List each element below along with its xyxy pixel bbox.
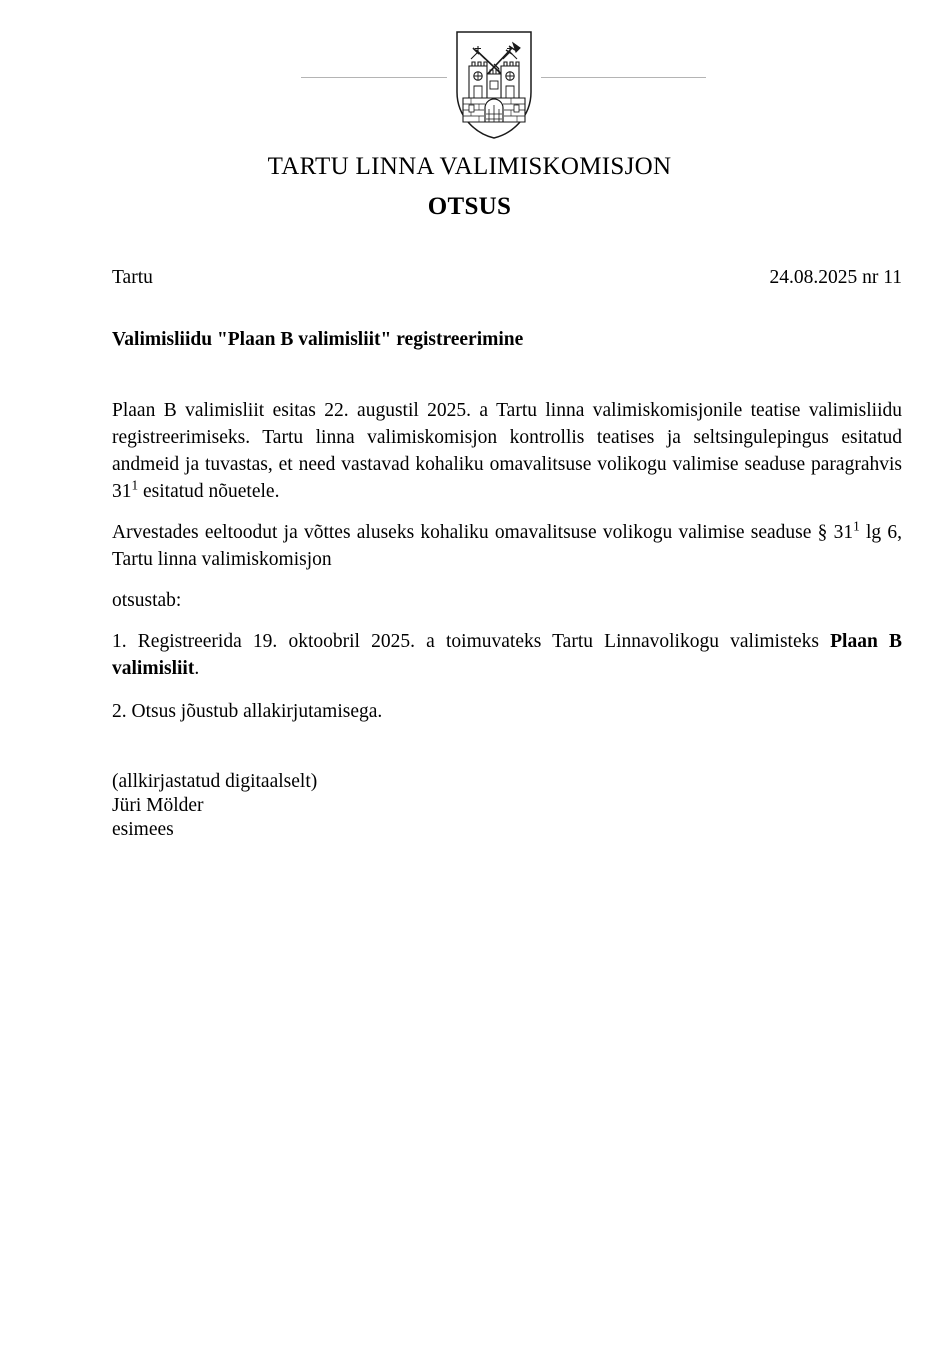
organisation-title: TARTU LINNA VALIMISKOMISJON (267, 153, 672, 180)
letterhead (0, 26, 939, 144)
meta-row (112, 264, 902, 291)
paragraph-background-text-a: Plaan B valimisliit esitas 22. augustil 2025. a Tartu linna valimiskomisjonile teatise valimisliidu registreerimiseks. Tartu linna valimiskomisjon kontrollis teatises ja seltsingulepingus esitatud andmeid ja tuvastas, et need vastavad kohaliku omavalitsuse volikogu valimise seaduse paragrahvis 31 (112, 400, 902, 502)
paragraph-background-text-b: esitatud nõuetele. (138, 481, 280, 502)
signatory-title: esimees (112, 819, 174, 840)
electoral-union-name: Plaan B valimisliit (112, 631, 902, 679)
paragraph-legal-basis-text-a: Arvestades eeltoodut ja võttes aluseks kohaliku omavalitsuse volikogu valimise seaduse § 31 (112, 522, 854, 543)
signature-digital-note: (allkirjastatud digitaalselt) (112, 771, 318, 792)
header-rule-left (301, 77, 447, 78)
paragraph-background (112, 397, 902, 505)
decision-item-2: 2. Otsus jõustub allakirjutamisega. (112, 701, 383, 722)
decision-item-1-text-b: . (194, 658, 200, 679)
tartu-coat-of-arms-icon (449, 26, 539, 144)
footnote-marker-section-31: 1 (131, 477, 139, 493)
decision-item-1 (112, 628, 902, 682)
signature-block (112, 770, 902, 842)
paragraph-legal-basis (112, 519, 902, 573)
place-of-issue: Tartu (112, 267, 153, 288)
footnote-marker-paragraph-31: 1 (853, 518, 860, 534)
subject-heading: Valimisliidu "Plaan B valimisliit" registreerimine (112, 329, 524, 350)
paragraph-legal-basis-text-b: lg 6, Tartu linna valimiskomisjon (112, 522, 902, 570)
date-and-number: 24.08.2025 nr 11 (769, 267, 902, 288)
document-type-heading: OTSUS (427, 193, 512, 220)
header-rule-right (541, 77, 706, 78)
decision-item-1-text-a: 1. Registreerida 19. oktoobril 2025. a toimuvateks Tartu Linnavolikogu valimisteks (112, 631, 831, 652)
signatory-name: Jüri Mölder (112, 795, 204, 816)
decides-lead-in: otsustab: (112, 590, 182, 611)
